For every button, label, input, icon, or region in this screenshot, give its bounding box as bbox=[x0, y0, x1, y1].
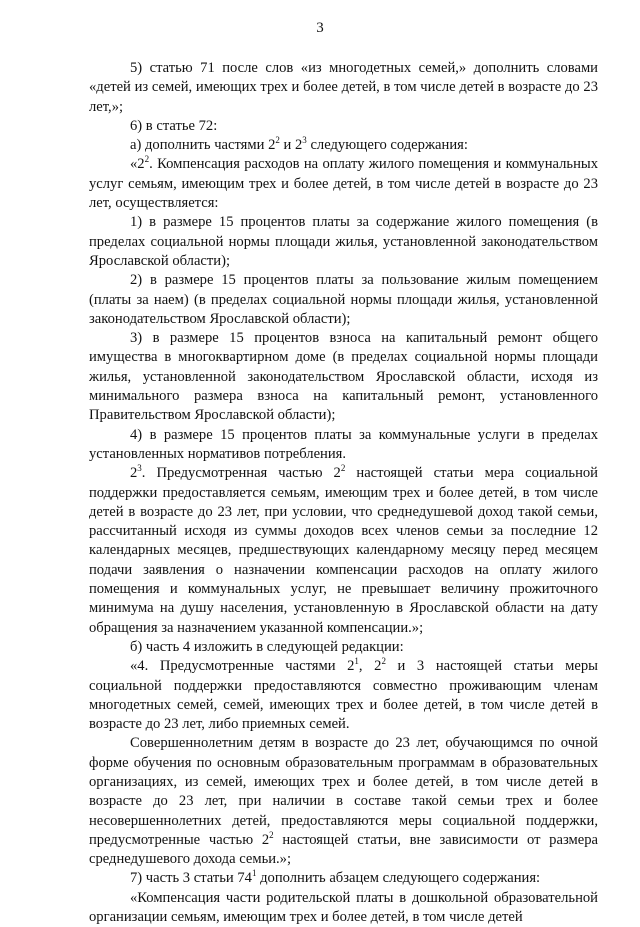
paragraph bbox=[89, 734, 598, 869]
superscript: 2 bbox=[275, 135, 280, 146]
paragraph-text: 3) в размере 15 процентов взноса на капитальный ремонт общего имущества в многоквартирном доме (в пределах социальной нормы площади жилья, установленной законодательством Ярославской области, исходя из минимального размера взноса на капитальный ремонт, установленного Правительством Ярославской области); bbox=[89, 330, 598, 424]
page-number: 3 bbox=[316, 20, 324, 36]
paragraph-text: 5) статью 71 после слов «из многодетных семей,» дополнить словами «детей из семей, имеющих трех и более детей, в том числе детей в возрасте до 23 лет,»; bbox=[89, 60, 598, 115]
paragraph bbox=[89, 464, 598, 638]
paragraph bbox=[89, 213, 598, 271]
paragraph-text: . Компенсация расходов на оплату жилого помещения и коммунальных услуг семьям, имеющим трех и более детей, в том числе детей в возрасте до 23 лет, осуществляется: bbox=[89, 156, 598, 212]
paragraph bbox=[89, 59, 598, 117]
paragraph bbox=[89, 869, 598, 888]
paragraph bbox=[89, 155, 598, 213]
paragraph-text: «2 bbox=[130, 156, 145, 173]
paragraph bbox=[89, 657, 598, 734]
superscript: 2 bbox=[381, 656, 386, 667]
paragraph-text: 2) в размере 15 процентов платы за пользование жилым помещением (платы за наем) (в пределах социальной нормы площади жилья, установленной законодательством Ярославской области); bbox=[89, 272, 598, 327]
document-body bbox=[89, 59, 598, 927]
paragraph-text: б) часть 4 изложить в следующей редакции: bbox=[130, 638, 404, 655]
paragraph-text: 7) часть 3 статьи 74 bbox=[130, 870, 252, 887]
superscript: 3 bbox=[302, 135, 307, 146]
superscript: 1 bbox=[251, 868, 257, 879]
paragraph-text: настоящей статьи, вне зависимости от размера среднедушевого дохода семьи.»; bbox=[89, 831, 598, 868]
paragraph-text: следующего содержания: bbox=[306, 137, 468, 154]
paragraph-text: а) дополнить частями 2 bbox=[130, 137, 276, 154]
paragraph-text: 2 bbox=[130, 465, 138, 482]
superscript: 2 bbox=[144, 154, 150, 165]
paragraph-text: Совершеннолетним детям в возрасте до 23 лет, обучающимся по очной форме обучения по основным образовательным программам в образовательных организациях, из семей, имеющих трех и более детей, в том числе детей в возрасте до 23 лет, при наличии в составе такой семьи трех и более несовершеннолетних детей, предоставляются меры социальной поддержки, предусмотренные частью 2 bbox=[89, 735, 598, 848]
paragraph-text: «4. Предусмотренные частями 2 bbox=[130, 658, 355, 675]
paragraph-text: «Компенсация части родительской платы в дошкольной образовательной организации семьям, имеющим трех и более детей, в том числе детей bbox=[89, 889, 598, 926]
superscript: 3 bbox=[137, 463, 142, 474]
paragraph bbox=[89, 889, 598, 927]
superscript: 1 bbox=[354, 656, 359, 667]
paragraph bbox=[89, 136, 598, 155]
paragraph bbox=[89, 271, 598, 329]
superscript: 2 bbox=[340, 463, 346, 474]
paragraph-text: 6) в статье 72: bbox=[130, 117, 218, 134]
paragraph bbox=[89, 426, 598, 465]
paragraph-text: , 2 bbox=[358, 658, 382, 675]
superscript: 2 bbox=[269, 829, 274, 840]
paragraph-text: дополнить абзацем следующего содержания: bbox=[256, 870, 541, 887]
paragraph bbox=[89, 117, 598, 136]
paragraph bbox=[89, 329, 598, 425]
paragraph-text: 4) в размере 15 процентов платы за коммунальные услуги в пределах установленных нормативов потребления. bbox=[89, 426, 598, 462]
paragraph-text: настоящей статьи мера социальной поддержки предоставляется семьям, имеющим трех и более детей, в том числе детей в возрасте до 23 лет, при условии, что среднедушевой доход такой семьи, рассчитанный исходя из суммы доходов всех членов семьи за последние 12 календарных месяцев, предшествующих календарному месяцу перед месяцем подачи заявления о назначении компенсации расходов на оплату жилого помещения и коммунальных услуг, не превышает величину прожиточного минимума на душу населения, установленную в Ярославской области на дату обращения за назначением указанной компенсации.»; bbox=[89, 465, 598, 636]
paragraph-text: . Предусмотренная частью 2 bbox=[141, 465, 341, 482]
paragraph-text: и 3 настоящей статьи меры социальной поддержки предоставляются совместно проживающим членам многодетных семей, семей, имеющих трех и более детей, в том числе детей в возрасте до 23 лет, либо приемных семей. bbox=[89, 658, 598, 733]
paragraph-text: и 2 bbox=[279, 137, 303, 154]
paragraph bbox=[89, 638, 598, 657]
paragraph-text: 1) в размере 15 процентов платы за содержание жилого помещения (в пределах социальной нормы площади жилья, установленной законодательством Ярославской области); bbox=[89, 214, 598, 269]
